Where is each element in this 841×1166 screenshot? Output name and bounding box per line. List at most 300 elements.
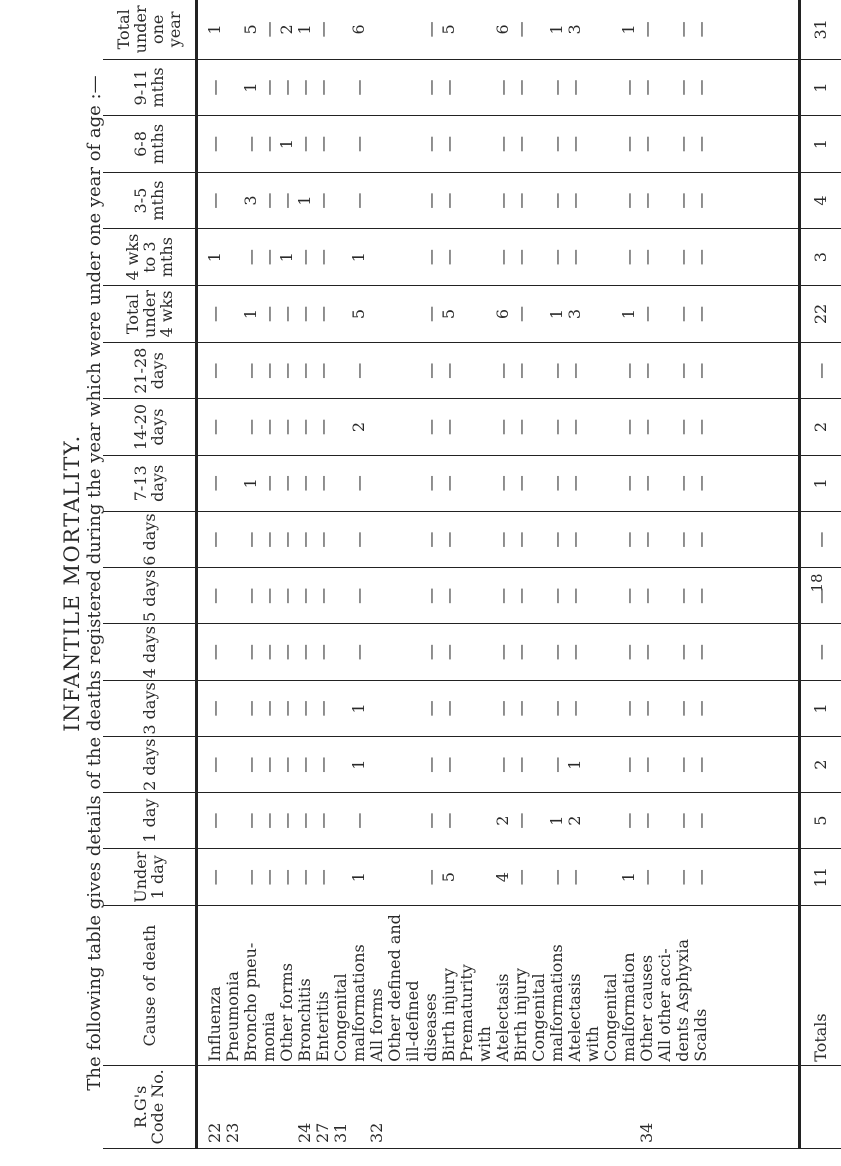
cell-u1d: 4 bbox=[493, 872, 512, 883]
column-d2-values bbox=[197, 737, 800, 793]
cell-u4w bbox=[404, 286, 422, 342]
cell-d2: — bbox=[277, 756, 296, 773]
cell-cause: Prematurity bbox=[457, 964, 476, 1062]
column-u1d-values bbox=[197, 848, 800, 906]
cell-d7-13 bbox=[656, 456, 674, 511]
cell-w4-m3 bbox=[530, 229, 548, 285]
cell-rg: 27 bbox=[313, 1122, 332, 1143]
cell-w4-m3 bbox=[386, 229, 404, 285]
cell-m6-8: — bbox=[439, 136, 458, 153]
cell-m6-8: — bbox=[421, 136, 440, 153]
cell-u1d: 1 bbox=[349, 872, 368, 883]
cell-d21-28: — bbox=[511, 362, 530, 379]
cell-d2: — bbox=[421, 756, 440, 773]
cell-cause: ill-defined bbox=[403, 980, 422, 1062]
cell-d14-20 bbox=[332, 399, 350, 454]
cell-w4-m3: 1 bbox=[205, 252, 224, 263]
cell-d6: — bbox=[349, 531, 368, 548]
cell-d5: — bbox=[619, 587, 638, 604]
cell-d3 bbox=[386, 681, 404, 736]
cell-d14-20: — bbox=[439, 419, 458, 436]
cell-u4w: 6 bbox=[493, 308, 512, 320]
cell-m6-8: — bbox=[493, 136, 512, 153]
cell-m6-8 bbox=[368, 116, 386, 172]
cell-rg bbox=[584, 1066, 602, 1143]
cell-d3: — bbox=[421, 700, 440, 717]
cell-d21-28 bbox=[332, 343, 350, 398]
cell-d7-13: — bbox=[565, 475, 584, 492]
cell-d6: — bbox=[565, 531, 584, 548]
cell-m6-8 bbox=[602, 116, 620, 172]
cell-d4: — bbox=[637, 644, 656, 661]
cell-total: — bbox=[637, 21, 656, 38]
cell-cause: Birth injury bbox=[439, 968, 458, 1062]
cell-m9-11 bbox=[224, 60, 242, 116]
cell-m6-8: 1 bbox=[277, 138, 296, 150]
cell-d14-20 bbox=[656, 399, 674, 454]
column-rg-values bbox=[197, 1065, 800, 1148]
cell-u1d bbox=[368, 849, 386, 906]
total-w4-m3: 3 bbox=[800, 229, 841, 286]
cell-total: — bbox=[691, 21, 710, 38]
cell-d6 bbox=[602, 512, 620, 567]
cell-m3-5 bbox=[602, 173, 620, 229]
cell-cause: All forms bbox=[367, 988, 386, 1062]
column-u4w-values bbox=[197, 285, 800, 342]
column-header-d4: 4 days bbox=[103, 624, 197, 680]
cell-d6 bbox=[476, 512, 494, 567]
cell-w4-m3 bbox=[332, 229, 350, 285]
cell-d7-13: — bbox=[493, 475, 512, 492]
cell-d2 bbox=[476, 737, 494, 792]
cell-d1: — bbox=[205, 812, 224, 829]
cell-u1d: 5 bbox=[439, 872, 458, 883]
cell-d5 bbox=[476, 568, 494, 623]
column-d4-values bbox=[197, 624, 800, 680]
cell-total bbox=[458, 0, 476, 59]
cell-d7-13 bbox=[476, 456, 494, 511]
cell-d21-28: — bbox=[295, 362, 314, 379]
cell-d1 bbox=[602, 793, 620, 848]
total-d2: 2 bbox=[800, 737, 841, 793]
cell-m9-11: — bbox=[259, 79, 278, 96]
cell-d6: — bbox=[619, 531, 638, 548]
cell-d5 bbox=[224, 568, 242, 623]
cell-d1 bbox=[332, 793, 350, 848]
cell-m6-8: — bbox=[511, 136, 530, 153]
cell-d1: — bbox=[691, 812, 710, 829]
cell-d14-20: — bbox=[295, 419, 314, 436]
cell-u1d: — bbox=[565, 869, 584, 886]
cell-total bbox=[404, 0, 422, 59]
cell-rg: 22 bbox=[205, 1122, 224, 1143]
cell-d7-13: — bbox=[295, 475, 314, 492]
cell-total: 1 bbox=[547, 24, 566, 35]
cell-d1: 2 bbox=[565, 815, 584, 826]
cell-total: 1 bbox=[295, 24, 314, 35]
cell-d4 bbox=[530, 625, 548, 680]
cell-d6 bbox=[368, 512, 386, 567]
cell-d14-20 bbox=[476, 399, 494, 454]
cell-d21-28: — bbox=[439, 362, 458, 379]
cell-m3-5 bbox=[404, 173, 422, 229]
cell-d2 bbox=[368, 737, 386, 792]
cell-m6-8: — bbox=[349, 136, 368, 153]
cell-d21-28: — bbox=[205, 362, 224, 379]
column-header-total: Total under one year bbox=[103, 0, 197, 59]
cell-cause: Congenital bbox=[529, 973, 548, 1062]
cell-m3-5: — bbox=[439, 192, 458, 209]
column-d21-28-values bbox=[197, 343, 800, 399]
cell-u1d: — bbox=[637, 869, 656, 886]
cell-u1d: — bbox=[277, 869, 296, 886]
cell-d4: — bbox=[349, 644, 368, 661]
column-header-m6-8: 6-8 mths bbox=[103, 116, 197, 173]
cell-d7-13: — bbox=[421, 475, 440, 492]
cell-d5 bbox=[332, 568, 350, 623]
cell-w4-m3 bbox=[368, 229, 386, 285]
cell-u4w: 5 bbox=[349, 308, 368, 320]
column-header-rg: R.G's Code No. bbox=[103, 1065, 197, 1148]
cell-d1: — bbox=[277, 812, 296, 829]
cell-rg bbox=[494, 1066, 512, 1143]
cell-d2 bbox=[386, 737, 404, 792]
column-d1-values bbox=[197, 793, 800, 849]
cell-u4w bbox=[458, 286, 476, 342]
cell-d6 bbox=[584, 512, 602, 567]
cell-d6 bbox=[332, 512, 350, 567]
cell-m6-8: — bbox=[295, 136, 314, 153]
cell-m9-11: — bbox=[691, 79, 710, 96]
cell-d4 bbox=[602, 625, 620, 680]
cell-cause: Scalds bbox=[691, 1008, 710, 1062]
cell-d5: — bbox=[565, 587, 584, 604]
cell-d3: — bbox=[205, 700, 224, 717]
cell-d7-13: 1 bbox=[241, 478, 260, 489]
cell-d14-20 bbox=[530, 399, 548, 454]
cell-d6 bbox=[404, 512, 422, 567]
cell-m6-8 bbox=[332, 116, 350, 172]
cell-rg bbox=[458, 1066, 476, 1143]
cell-total: — bbox=[259, 21, 278, 38]
cell-m3-5: — bbox=[511, 192, 530, 209]
cell-w4-m3: — bbox=[313, 249, 332, 266]
cell-rg bbox=[674, 1066, 692, 1143]
cell-d1: — bbox=[439, 812, 458, 829]
cell-m6-8: — bbox=[259, 136, 278, 153]
cell-d4: — bbox=[277, 644, 296, 661]
cell-d2 bbox=[458, 737, 476, 792]
column-d14-20-values bbox=[197, 399, 800, 455]
cell-d5: — bbox=[241, 587, 260, 604]
table-body-row bbox=[197, 0, 800, 1149]
cell-u4w: — bbox=[511, 305, 530, 322]
cell-u1d bbox=[458, 849, 476, 906]
cell-u4w: 1 bbox=[241, 308, 260, 320]
cell-d7-13: — bbox=[511, 475, 530, 492]
cell-d14-20 bbox=[602, 399, 620, 454]
cell-d14-20: — bbox=[511, 419, 530, 436]
cell-d21-28 bbox=[584, 343, 602, 398]
cell-u1d: — bbox=[547, 869, 566, 886]
cell-m9-11: — bbox=[349, 79, 368, 96]
cell-m6-8: — bbox=[565, 136, 584, 153]
cell-d14-20: — bbox=[277, 419, 296, 436]
cell-d6 bbox=[656, 512, 674, 567]
cell-d2: — bbox=[619, 756, 638, 773]
cell-d2: — bbox=[547, 756, 566, 773]
cell-d2: — bbox=[313, 756, 332, 773]
total-d1: 5 bbox=[800, 793, 841, 849]
cell-d1 bbox=[656, 793, 674, 848]
cell-d21-28 bbox=[458, 343, 476, 398]
cell-m9-11: — bbox=[493, 79, 512, 96]
cell-d4: — bbox=[565, 644, 584, 661]
column-header-u4w: Total under 4 wks bbox=[103, 285, 197, 342]
cell-w4-m3: 1 bbox=[277, 252, 296, 263]
cell-m9-11 bbox=[584, 60, 602, 116]
cell-rg bbox=[242, 1066, 260, 1143]
cell-total bbox=[530, 0, 548, 59]
cell-d21-28: — bbox=[673, 362, 692, 379]
cell-d1: — bbox=[637, 812, 656, 829]
cell-d14-20: — bbox=[547, 419, 566, 436]
cell-total: — bbox=[313, 21, 332, 38]
total-d6: — bbox=[800, 511, 841, 567]
cell-w4-m3 bbox=[224, 229, 242, 285]
cell-w4-m3 bbox=[458, 229, 476, 285]
cell-m9-11 bbox=[602, 60, 620, 116]
cell-d7-13: — bbox=[439, 475, 458, 492]
cell-d6 bbox=[458, 512, 476, 567]
cell-d3: — bbox=[439, 700, 458, 717]
cell-m9-11 bbox=[458, 60, 476, 116]
cell-rg bbox=[476, 1066, 494, 1143]
cell-d6: — bbox=[295, 531, 314, 548]
cell-cause: malformation bbox=[619, 952, 638, 1062]
cell-d3 bbox=[368, 681, 386, 736]
cell-total bbox=[584, 0, 602, 59]
cell-total bbox=[602, 0, 620, 59]
cell-d2: — bbox=[241, 756, 260, 773]
cell-m3-5: — bbox=[259, 192, 278, 209]
cell-d14-20: — bbox=[259, 419, 278, 436]
cell-d6: — bbox=[691, 531, 710, 548]
page-title: INFANTILE MORTALITY. bbox=[60, 434, 84, 732]
cell-w4-m3: — bbox=[439, 249, 458, 266]
cell-d4 bbox=[386, 625, 404, 680]
cell-m9-11: — bbox=[205, 79, 224, 96]
cell-d7-13 bbox=[530, 456, 548, 511]
cell-w4-m3: — bbox=[619, 249, 638, 266]
cell-d1: — bbox=[241, 812, 260, 829]
cell-cause: Enteritis bbox=[313, 991, 332, 1062]
cell-d5 bbox=[386, 568, 404, 623]
cell-m9-11: — bbox=[439, 79, 458, 96]
cell-u1d: — bbox=[691, 869, 710, 886]
cell-rg bbox=[350, 1066, 368, 1143]
cell-total: 2 bbox=[277, 24, 296, 35]
cell-d21-28: — bbox=[313, 362, 332, 379]
cell-total bbox=[476, 0, 494, 59]
cell-d4: — bbox=[547, 644, 566, 661]
column-header-d7-13: 7-13 days bbox=[103, 455, 197, 511]
cell-d3: — bbox=[637, 700, 656, 717]
cell-d4: — bbox=[673, 644, 692, 661]
cell-u1d bbox=[404, 849, 422, 906]
cell-d3: — bbox=[277, 700, 296, 717]
column-header-u1d: Under 1 day bbox=[103, 848, 197, 906]
cell-u4w: — bbox=[421, 305, 440, 322]
cell-total: — bbox=[511, 21, 530, 38]
cell-total: 1 bbox=[619, 24, 638, 35]
cell-u4w bbox=[476, 286, 494, 342]
cell-d6: — bbox=[511, 531, 530, 548]
cell-d6: — bbox=[673, 531, 692, 548]
cell-rg bbox=[386, 1066, 404, 1143]
cell-m6-8 bbox=[656, 116, 674, 172]
cell-u4w: — bbox=[259, 305, 278, 322]
cell-d21-28 bbox=[656, 343, 674, 398]
cell-d14-20: 2 bbox=[349, 421, 368, 433]
cell-d14-20: — bbox=[493, 419, 512, 436]
cell-d21-28: — bbox=[493, 362, 512, 379]
cell-d5: — bbox=[349, 587, 368, 604]
cell-m6-8: — bbox=[637, 136, 656, 153]
cell-d5: — bbox=[493, 587, 512, 604]
cell-d1 bbox=[530, 793, 548, 848]
cell-m6-8: — bbox=[673, 136, 692, 153]
cell-rg bbox=[602, 1066, 620, 1143]
cell-cause: Congenital bbox=[331, 973, 350, 1062]
cell-d21-28: — bbox=[241, 362, 260, 379]
cell-m9-11: — bbox=[673, 79, 692, 96]
cell-d7-13: — bbox=[313, 475, 332, 492]
cell-cause: Congenital bbox=[601, 973, 620, 1062]
column-header-d2: 2 days bbox=[103, 737, 197, 793]
cell-u1d: 1 bbox=[619, 872, 638, 883]
cell-d2: — bbox=[637, 756, 656, 773]
cell-cause: Influenza bbox=[205, 986, 224, 1062]
cell-d3: — bbox=[493, 700, 512, 717]
total-d4: — bbox=[800, 624, 841, 680]
cell-d7-13: — bbox=[619, 475, 638, 492]
cell-d6: — bbox=[637, 531, 656, 548]
cell-d2 bbox=[332, 737, 350, 792]
cell-m9-11: — bbox=[637, 79, 656, 96]
cell-d4: — bbox=[439, 644, 458, 661]
cell-cause: All other acci- bbox=[655, 948, 674, 1062]
cell-d3 bbox=[404, 681, 422, 736]
cell-d7-13: — bbox=[205, 475, 224, 492]
cell-w4-m3: — bbox=[565, 249, 584, 266]
column-header-d21-28: 21-28 days bbox=[103, 343, 197, 399]
cell-m3-5: — bbox=[313, 192, 332, 209]
cell-d14-20 bbox=[404, 399, 422, 454]
cell-m9-11 bbox=[386, 60, 404, 116]
cell-w4-m3 bbox=[602, 229, 620, 285]
column-m6-8-values bbox=[197, 116, 800, 173]
cell-m9-11: — bbox=[619, 79, 638, 96]
column-header-d14-20: 14-20 days bbox=[103, 399, 197, 455]
cell-d7-13: — bbox=[673, 475, 692, 492]
cell-d21-28: — bbox=[349, 362, 368, 379]
cell-d1 bbox=[368, 793, 386, 848]
cell-d21-28: — bbox=[547, 362, 566, 379]
cell-d2: — bbox=[511, 756, 530, 773]
cell-u4w bbox=[656, 286, 674, 342]
cell-m3-5: 1 bbox=[295, 195, 314, 206]
cell-d3: — bbox=[259, 700, 278, 717]
cell-m9-11: 1 bbox=[241, 82, 260, 93]
cell-d3: — bbox=[691, 700, 710, 717]
cell-d4 bbox=[584, 625, 602, 680]
cell-d14-20 bbox=[584, 399, 602, 454]
cell-m3-5: — bbox=[205, 192, 224, 209]
cell-d21-28: — bbox=[691, 362, 710, 379]
cell-d4 bbox=[368, 625, 386, 680]
cell-cause: diseases bbox=[421, 993, 440, 1062]
cell-d21-28 bbox=[224, 343, 242, 398]
cell-m6-8: — bbox=[547, 136, 566, 153]
cell-m3-5 bbox=[476, 173, 494, 229]
cell-d2 bbox=[602, 737, 620, 792]
cell-cause: Other forms bbox=[277, 963, 296, 1062]
cell-d7-13 bbox=[602, 456, 620, 511]
cell-d2: — bbox=[205, 756, 224, 773]
cell-d1 bbox=[458, 793, 476, 848]
cell-d3: — bbox=[511, 700, 530, 717]
cell-m6-8 bbox=[476, 116, 494, 172]
cell-d2: — bbox=[295, 756, 314, 773]
cell-rg: 24 bbox=[295, 1122, 314, 1143]
cell-u4w: — bbox=[295, 305, 314, 322]
column-cause-values bbox=[197, 906, 800, 1065]
cell-d14-20 bbox=[458, 399, 476, 454]
cell-total: — bbox=[421, 21, 440, 38]
cell-u4w bbox=[368, 286, 386, 342]
cell-d4 bbox=[476, 625, 494, 680]
cell-m9-11 bbox=[368, 60, 386, 116]
cell-d7-13 bbox=[332, 456, 350, 511]
cell-m6-8: — bbox=[313, 136, 332, 153]
column-w4-m3-values bbox=[197, 229, 800, 286]
cell-u4w: — bbox=[691, 305, 710, 322]
cell-d4: — bbox=[493, 644, 512, 661]
cell-d5 bbox=[602, 568, 620, 623]
cell-d1: — bbox=[421, 812, 440, 829]
cell-rg bbox=[422, 1066, 440, 1143]
cell-d2: — bbox=[493, 756, 512, 773]
cell-rg bbox=[260, 1066, 278, 1143]
cell-u1d: — bbox=[295, 869, 314, 886]
cell-cause: with bbox=[583, 1026, 602, 1062]
cell-d21-28 bbox=[602, 343, 620, 398]
cell-u4w bbox=[386, 286, 404, 342]
cell-total: — bbox=[673, 21, 692, 38]
cell-d5 bbox=[458, 568, 476, 623]
cell-d2: 1 bbox=[565, 759, 584, 770]
cell-d5: — bbox=[511, 587, 530, 604]
header-row bbox=[103, 0, 197, 1149]
cell-d21-28: — bbox=[421, 362, 440, 379]
cell-u4w bbox=[530, 286, 548, 342]
cell-u1d bbox=[386, 849, 404, 906]
cell-d7-13: — bbox=[691, 475, 710, 492]
cell-w4-m3: — bbox=[421, 249, 440, 266]
cell-d14-20 bbox=[368, 399, 386, 454]
cell-d1 bbox=[224, 793, 242, 848]
